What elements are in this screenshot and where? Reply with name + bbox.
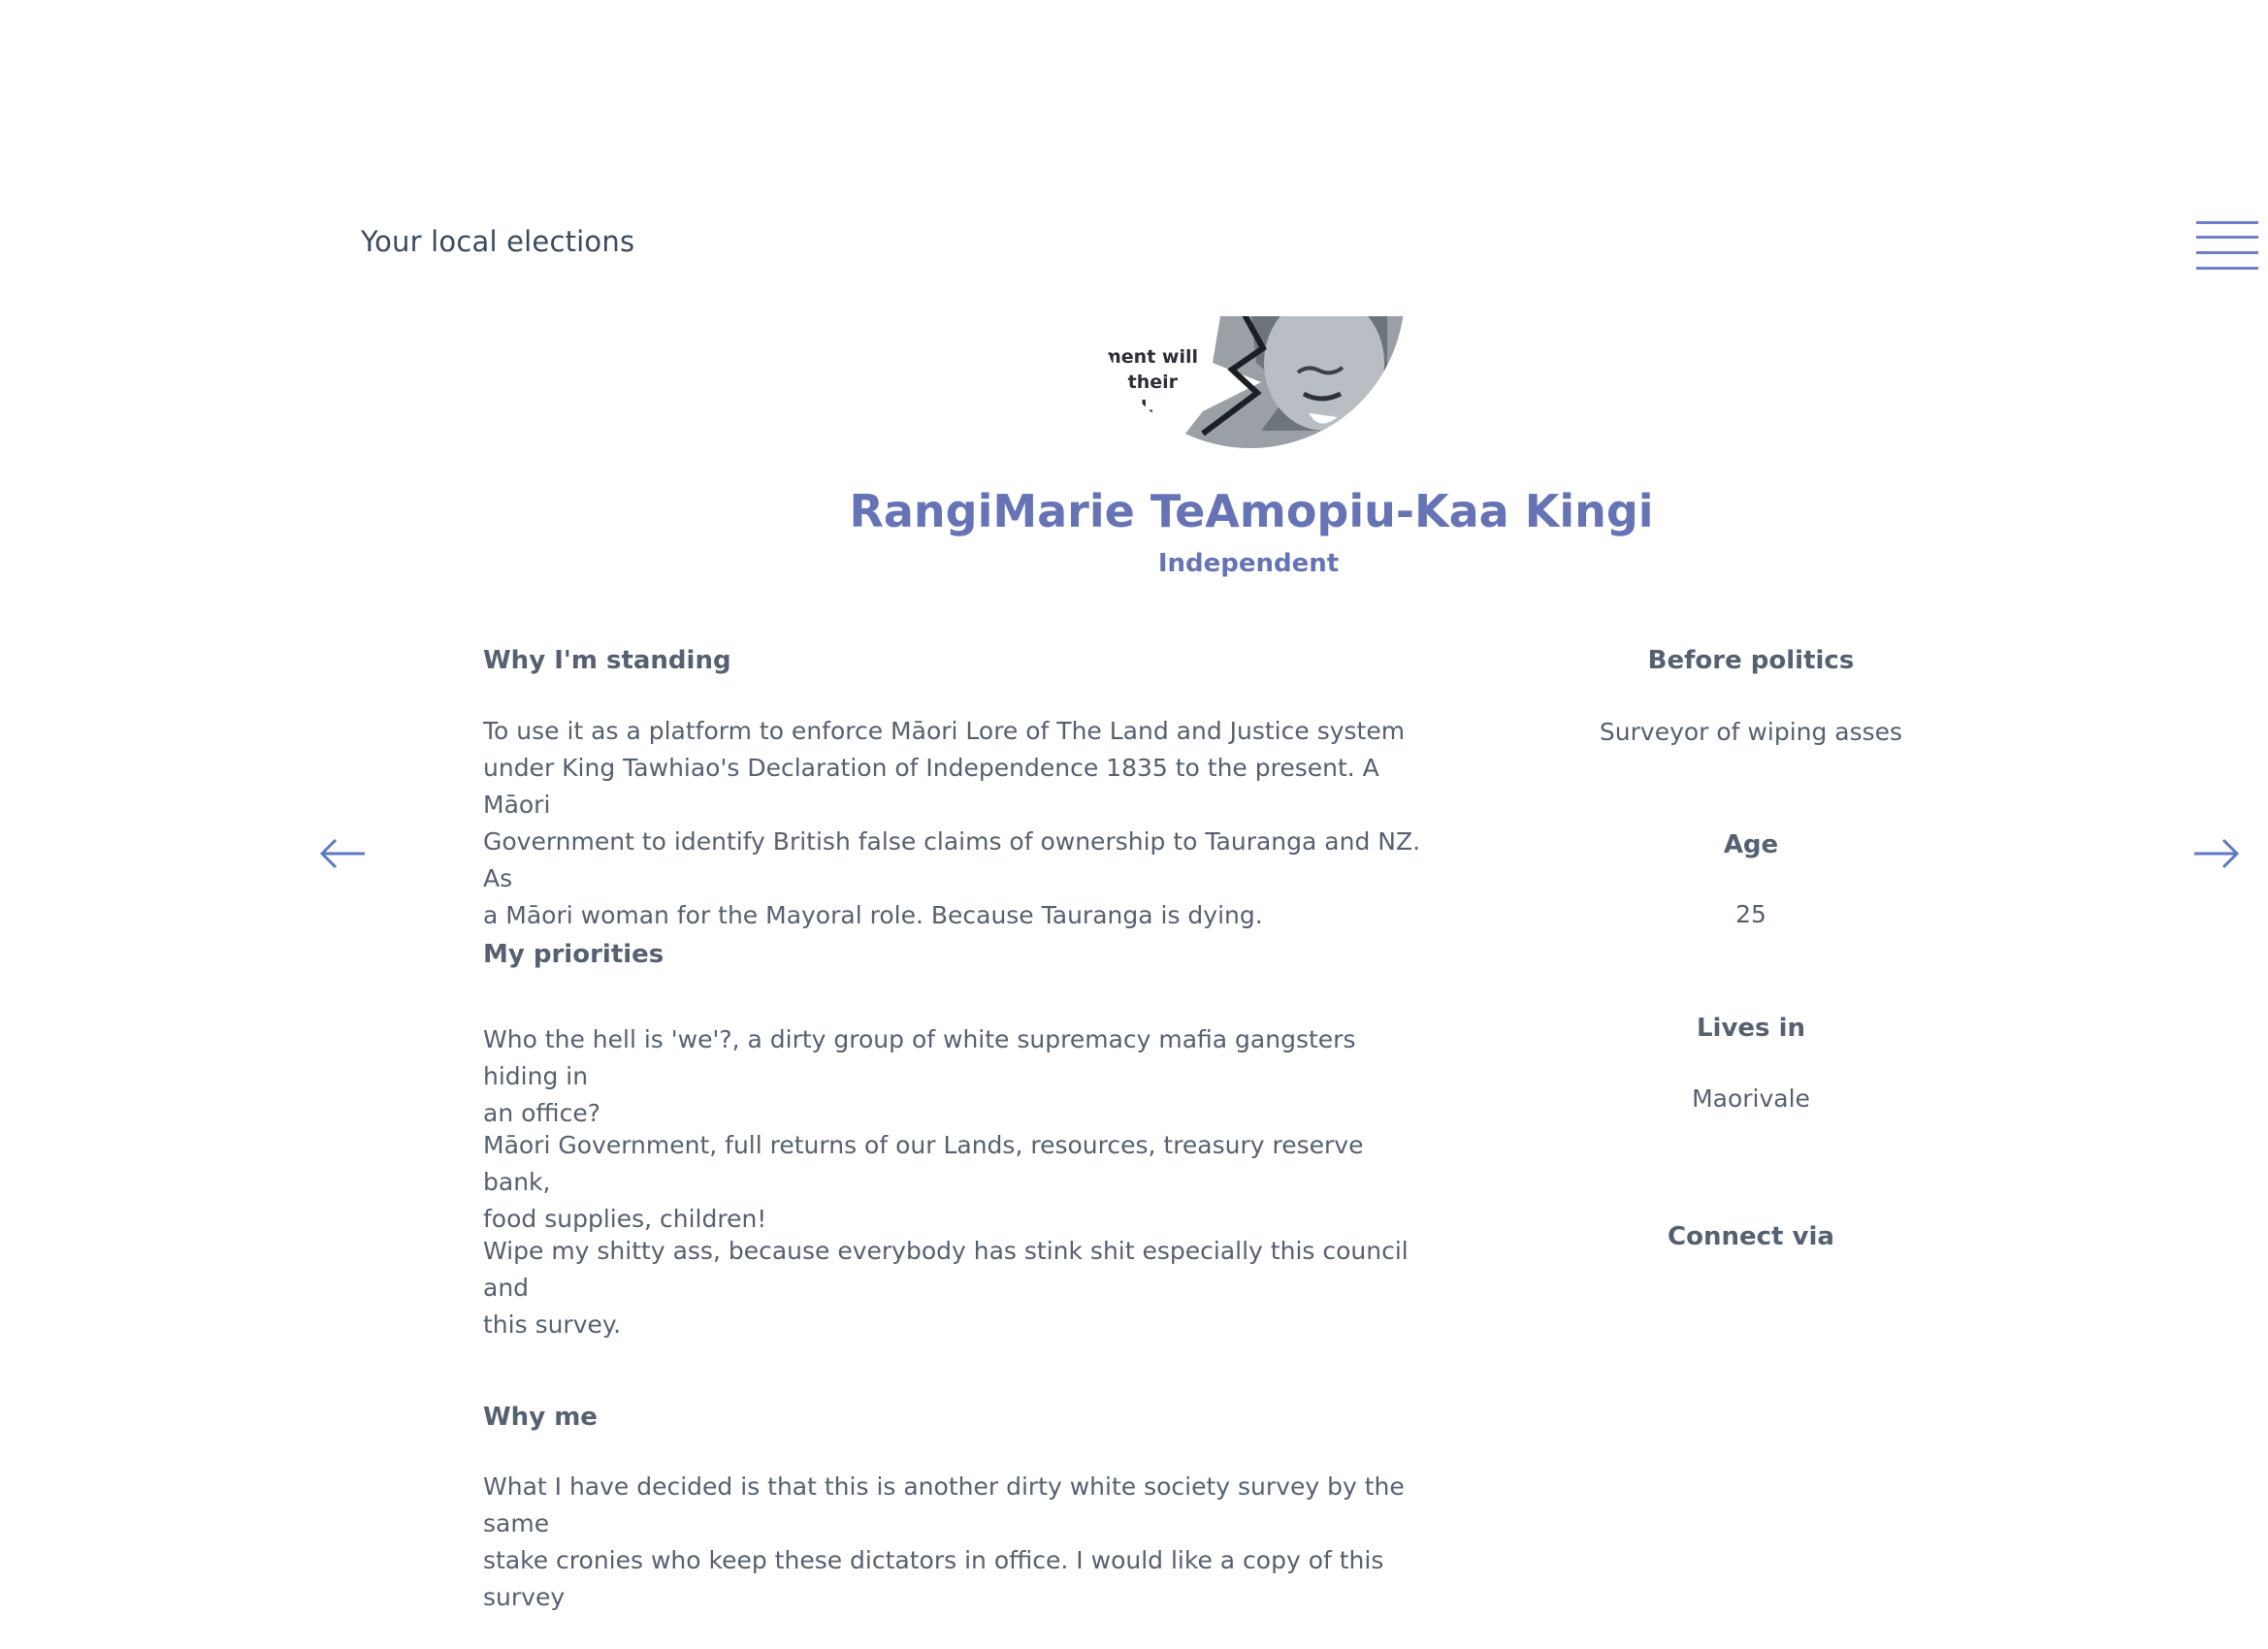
priority-line: Who the hell is 'we'?, a dirty group of white supremacy mafia gangsters hiding in [483,1025,1356,1090]
why-standing-text [483,713,1434,934]
site-title[interactable]: Your local elections [361,225,635,258]
lives-in-value: Maorivale [1692,1084,1810,1113]
priority-paragraph-1 [483,1021,1434,1132]
why-me-heading: Why me [483,1403,598,1432]
hamburger-menu-icon[interactable] [2196,219,2258,272]
age-value: 25 [1735,900,1766,928]
priority-line: food supplies, children! [483,1205,767,1233]
why-standing-line: under King Tawhiao's Declaration of Independence 1835 to the present. A Māori [483,754,1379,819]
priority-line: this survey. [483,1310,622,1339]
candidate-photo-image [1096,316,1405,448]
why-standing-line: a Māori woman for the Mayoral role. Because Tauranga is dying. [483,901,1263,929]
candidate-party: Independent [1157,549,1340,578]
before-politics-heading: Before politics [1647,646,1855,675]
priority-line: Wipe my shitty ass, because everybody has stink shit especially this council and [483,1237,1409,1302]
arrow-left-icon[interactable] [318,832,367,875]
priority-line: Māori Government, full returns of our Lands, resources, treasury reserve bank, [483,1131,1364,1196]
why-me-line: What I have decided is that this is another dirty white society survey by the same [483,1472,1405,1537]
why-standing-line: Government to identify British false claims of ownership to Tauranga and NZ. As [483,827,1421,892]
age-heading: Age [1723,830,1779,859]
priority-paragraph-2 [483,1127,1434,1238]
photo-caption-line-2: in their [1102,372,1179,393]
priorities-heading: My priorities [483,940,664,969]
why-standing-line: To use it as a platform to enforce Māori Lore of The Land and Justice system [483,717,1406,745]
why-standing-heading: Why I'm standing [483,646,731,675]
candidate-name: RangiMarie TeAmopiu-Kaa Kingi [849,485,1654,537]
connect-via-heading: Connect via [1668,1222,1834,1251]
photo-caption-line-3: land. [1102,397,1154,418]
candidate-photo-frame [1096,316,1405,448]
lives-in-heading: Lives in [1696,1014,1805,1043]
candidate-photo [1096,316,1405,448]
why-me-line: stake cronies who keep these dictators in office. I would like a copy of this survey [483,1546,1384,1611]
why-me-text [483,1469,1434,1616]
arrow-right-icon[interactable] [2192,832,2241,875]
photo-caption-line-1: ment will [1102,346,1198,368]
before-politics-value: Surveyor of wiping asses [1599,718,1903,746]
priority-paragraph-3 [483,1233,1434,1343]
priority-line: an office? [483,1099,600,1127]
